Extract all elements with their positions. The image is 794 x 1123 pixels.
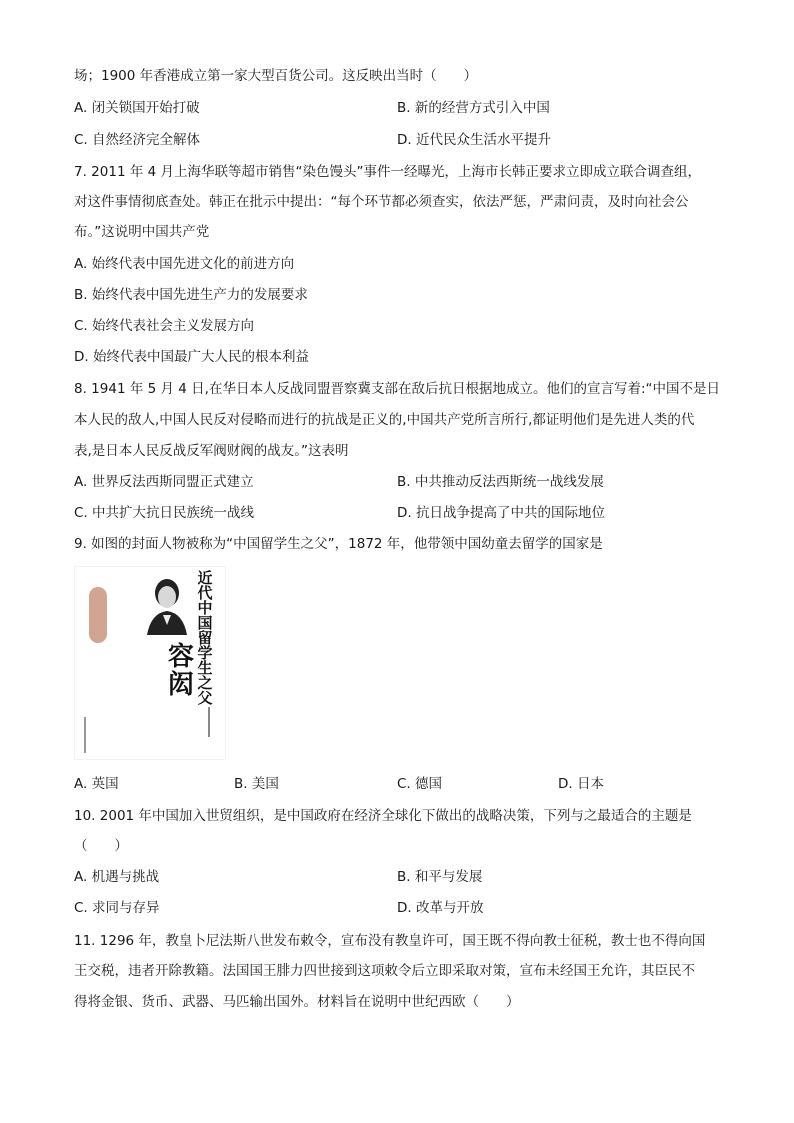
q7-option-c: C. 始终代表社会主义发展方向 bbox=[74, 318, 255, 334]
q6-option-c: C. 自然经济完全解体 bbox=[74, 132, 201, 148]
q9-stem-line1: 9. 如图的封面人物被称为“中国留学生之父”，1872 年，他带领中国幼童去留学的国家是 bbox=[74, 536, 603, 552]
q9-option-c: C. 德国 bbox=[397, 776, 443, 792]
q11-stem-line1: 11. 1296 年，教皇卜尼法斯八世发布敕令，宣布没有教皇许可，国王既不得向教士征税，教士也不得向国 bbox=[74, 933, 706, 949]
author-mark bbox=[205, 707, 213, 747]
publisher-mark bbox=[81, 717, 89, 757]
cover-name: 容闳 bbox=[167, 642, 194, 700]
q8-stem-line2: 本人民的敌人,中国人民反对侵略而进行的抗战是正义的,中国共产党所言所行,都证明他们是先进人类的代 bbox=[74, 412, 695, 428]
q10-option-d: D. 改革与开放 bbox=[397, 900, 484, 916]
q6-option-d: D. 近代民众生活水平提升 bbox=[397, 132, 551, 148]
q9-option-d: D. 日本 bbox=[558, 776, 604, 792]
q10-stem-line2: （ ） bbox=[74, 838, 128, 854]
q7-option-a: A. 始终代表中国先进文化的前进方向 bbox=[74, 256, 295, 272]
q10-option-b: B. 和平与发展 bbox=[397, 869, 483, 885]
q7-option-b: B. 始终代表中国先进生产力的发展要求 bbox=[74, 287, 308, 303]
q6-stem-tail: 场；1900 年香港成立第一家大型百货公司。这反映出当时（ ） bbox=[74, 68, 478, 84]
q10-option-a: A. 机遇与挑战 bbox=[74, 869, 160, 885]
q9-option-b: B. 美国 bbox=[234, 776, 279, 792]
q9-option-a: A. 英国 bbox=[74, 776, 119, 792]
q8-stem-line3: 表,是日本人民反战反军阀财阀的战友。”这表明 bbox=[74, 443, 349, 459]
q7-stem-line1: 7. 2011 年 4 月上海华联等超市销售“染色馒头”事件一经曝光，上海市长韩正要求立即成立联合调查组， bbox=[74, 164, 701, 180]
q8-stem-line1: 8. 1941 年 5 月 4 日,在华日本人反战同盟晋察冀支部在敌后抗日根据地成立。他们的宣言写着:“中国不是日 bbox=[74, 381, 720, 397]
q7-stem-line3: 布。”这说明中国共产党 bbox=[74, 224, 210, 240]
q6-option-a: A. 闭关锁国开始打破 bbox=[74, 100, 200, 116]
q6-option-b: B. 新的经营方式引入中国 bbox=[397, 100, 550, 116]
red-seal-stamp bbox=[89, 587, 107, 643]
q10-option-c: C. 求同与存异 bbox=[74, 900, 160, 916]
q10-stem-line1: 10. 2001 年中国加入世贸组织，是中国政府在经济全球化下做出的战略决策，下列与之最适合的主题是 bbox=[74, 808, 692, 824]
cover-title: 近代中国留学生之父 bbox=[197, 569, 213, 707]
portrait-illustration bbox=[143, 575, 191, 635]
q8-option-a: A. 世界反法西斯同盟正式建立 bbox=[74, 474, 254, 490]
q7-stem-line2: 对这件事情彻底查处。韩正在批示中提出：“每个环节都必须查实，依法严惩，严肃问责，及时向社会公 bbox=[74, 194, 689, 210]
q11-stem-line3: 得将金银、货币、武器、马匹输出国外。材料旨在说明中世纪西欧（ ） bbox=[74, 994, 520, 1010]
q11-stem-line2: 王交税，违者开除教籍。法国国王腓力四世接到这项敕令后立即采取对策，宣布未经国王允许，其臣民不 bbox=[74, 963, 695, 979]
q8-option-d: D. 抗日战争提高了中共的国际地位 bbox=[397, 505, 605, 521]
q8-option-c: C. 中共扩大抗日民族统一战线 bbox=[74, 505, 255, 521]
book-cover-image bbox=[74, 566, 226, 760]
q8-option-b: B. 中共推动反法西斯统一战线发展 bbox=[397, 474, 604, 490]
q7-option-d: D. 始终代表中国最广大人民的根本利益 bbox=[74, 349, 309, 365]
